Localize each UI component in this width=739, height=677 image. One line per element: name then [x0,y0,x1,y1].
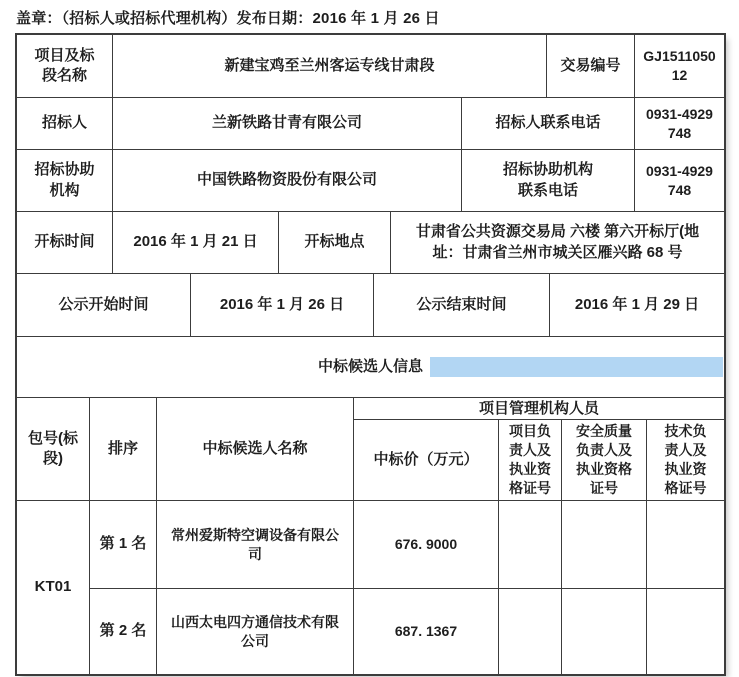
section-title-row [17,337,724,398]
selection-highlight [430,357,723,377]
project-label: 项目及标段名称 [34,46,95,84]
candidate-pm [499,501,562,588]
bidder-phone-value-cell [635,98,724,149]
candidates-header-row [17,398,724,501]
management-group-column [354,398,724,500]
col-header-rank: 排序 [90,398,157,500]
table-row [17,274,724,337]
col-header-package-cell [17,398,90,500]
col-header-safety-cell [562,420,647,500]
col-header-tech-cell [647,420,724,500]
package-number: KT01 [17,501,90,674]
bidder-label: 招标人 [17,98,113,149]
sub-header-row [354,420,724,500]
publicity-end-label: 公示结束时间 [374,274,550,336]
candidate-price: 676. 9000 [354,501,499,588]
table-row [17,98,724,150]
open-time-label: 开标时间 [17,212,113,273]
trade-number-value-cell [635,35,724,97]
candidate-name-cell [157,589,354,674]
publicity-start-value: 2016 年 1 月 26 日 [191,274,374,336]
trade-number-value: GJ151105012 [643,48,716,83]
col-header-tech: 技术负责人及执业资格证号 [664,423,707,497]
candidates-data-section [17,501,724,674]
section-title: 中标候选人信息 [317,357,423,375]
candidate-safety [562,501,647,588]
col-header-package: 包号(标段) [28,429,78,467]
assist-label: 招标协助机构 [34,161,95,199]
publicity-start-label: 公示开始时间 [17,274,191,336]
col-header-pm-cell [499,420,562,500]
stamp-date-line: 盖章：（招标人或招标代理机构）发布日期：2016 年 1 月 26 日 [16,10,440,27]
table-row [17,212,724,274]
candidate-rows [90,501,724,674]
candidate-rank: 第 2 名 [90,589,157,674]
bidder-phone-label: 招标人联系电话 [462,98,635,149]
assist-phone-label: 招标协助机构联系电话 [502,161,593,199]
col-header-price: 中标价（万元） [354,420,499,500]
assist-label-cell [17,150,113,211]
publicity-end-value: 2016 年 1 月 29 日 [574,295,700,313]
col-header-pm: 项目负责人及执业资格证号 [509,423,551,497]
candidate-safety [562,589,647,674]
candidate-name: 常州爱斯特空调设备有限公司 [171,526,339,562]
assist-phone-value: 0931-4929748 [646,162,713,198]
group-header-management: 项目管理机构人员 [354,398,724,420]
bid-publicity-table [15,33,726,676]
col-header-name: 中标候选人名称 [157,398,354,500]
table-row [17,150,724,212]
open-place-value: 甘肃省公共资源交易局 六楼 第六开标厅(地址：甘肃省兰州市城关区雁兴路 68 号 [415,223,700,261]
table-row [17,35,724,98]
candidate-row-2 [90,589,724,674]
open-place-value-cell [391,212,724,273]
open-time-value: 2016 年 1 月 21 日 [113,212,279,273]
open-place-label: 开标地点 [279,212,391,273]
candidate-pm [499,589,562,674]
candidate-name: 山西太电四方通信技术有限公司 [171,613,339,649]
candidate-row-1 [90,501,724,589]
assist-phone-label-cell [462,150,635,211]
project-label-cell [17,35,113,97]
col-header-safety: 安全质量负责人及执业资格证号 [576,423,632,497]
candidate-rank: 第 1 名 [90,501,157,588]
bidder-value: 兰新铁路甘青有限公司 [113,98,462,149]
candidate-name-cell [157,501,354,588]
assist-phone-value-cell [635,150,724,211]
project-value: 新建宝鸡至兰州客运专线甘肃段 [113,35,547,97]
assist-value: 中国铁路物资股份有限公司 [113,150,462,211]
bidder-phone-value: 0931-4929748 [646,105,713,141]
candidate-tech [647,501,724,588]
trade-number-label: 交易编号 [547,35,635,97]
candidate-tech [647,589,724,674]
candidate-price: 687. 1367 [354,589,499,674]
